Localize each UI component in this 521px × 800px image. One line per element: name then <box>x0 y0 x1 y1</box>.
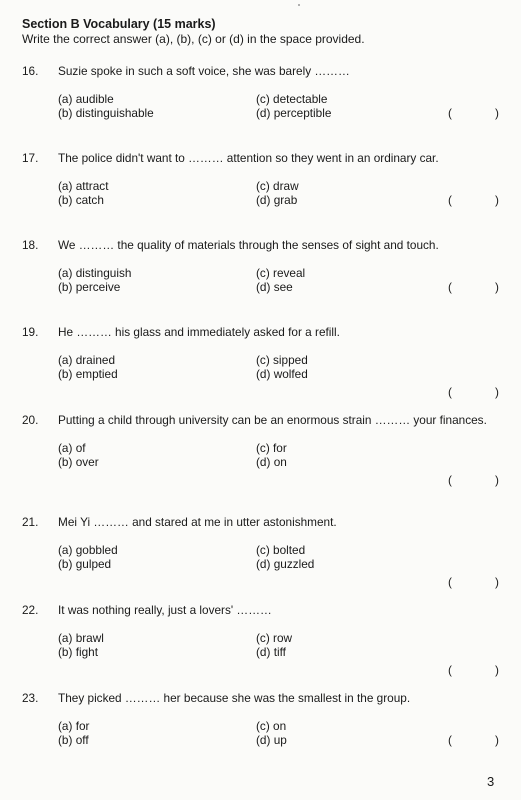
answer-bracket-open: ( <box>448 193 452 207</box>
question-number: 17. <box>22 151 39 165</box>
question-19 <box>22 325 502 399</box>
section-instruction: Write the correct answer (a), (b), (c) or (d) in the space provided. <box>22 32 365 46</box>
option-c: (c) on <box>256 719 287 733</box>
answer-bracket-open: ( <box>448 280 452 294</box>
answer-bracket-open: ( <box>448 473 452 487</box>
option-a: (a) drained <box>58 353 116 367</box>
question-text: The police didn't want to ……… attention so they went in an ordinary car. <box>58 151 439 165</box>
answer-bracket-open: ( <box>448 575 452 589</box>
question-number: 19. <box>22 325 39 339</box>
answer-bracket-open: ( <box>448 385 452 399</box>
question-number: 16. <box>22 64 39 78</box>
option-b: (b) over <box>58 455 99 469</box>
answer-bracket-open: ( <box>448 663 452 677</box>
question-text: He ……… his glass and immediately asked for a refill. <box>58 325 340 339</box>
answer-bracket-close: ) <box>495 193 499 207</box>
option-d: (d) wolfed <box>256 367 308 381</box>
option-d: (d) grab <box>256 193 298 207</box>
option-b: (b) distinguishable <box>58 106 154 120</box>
option-d: (d) see <box>256 280 293 294</box>
option-a: (a) audible <box>58 92 114 106</box>
option-c: (c) row <box>256 631 293 645</box>
option-c: (c) draw <box>256 179 299 193</box>
option-a: (a) for <box>58 719 90 733</box>
question-number: 22. <box>22 603 39 617</box>
question-text: It was nothing really, just a lovers' ……… <box>58 603 272 617</box>
question-text: We ……… the quality of materials through the senses of sight and touch. <box>58 238 439 252</box>
answer-bracket-open: ( <box>448 733 452 747</box>
option-d: (d) guzzled <box>256 557 315 571</box>
answer-bracket-close: ) <box>495 473 499 487</box>
option-d: (d) up <box>256 733 287 747</box>
answer-bracket-close: ) <box>495 663 499 677</box>
option-d: (d) on <box>256 455 287 469</box>
question-number: 18. <box>22 238 39 252</box>
answer-bracket-close: ) <box>495 385 499 399</box>
option-b: (b) emptied <box>58 367 118 381</box>
option-b: (b) gulped <box>58 557 112 571</box>
answer-bracket-close: ) <box>495 106 499 120</box>
question-16 <box>22 64 502 122</box>
question-17 <box>22 151 502 209</box>
option-b: (b) off <box>58 733 89 747</box>
option-c: (c) for <box>256 441 287 455</box>
option-b: (b) catch <box>58 193 104 207</box>
option-b: (b) perceive <box>58 280 121 294</box>
section-header <box>22 17 365 47</box>
option-a: (a) distinguish <box>58 266 132 280</box>
section-title: Section B Vocabulary (15 marks) <box>22 17 216 31</box>
answer-bracket-close: ) <box>495 575 499 589</box>
question-text: Mei Yi ……… and stared at me in utter astonishment. <box>58 515 337 529</box>
question-23 <box>22 691 502 749</box>
answer-bracket-close: ) <box>495 280 499 294</box>
scan-speck <box>298 4 300 6</box>
option-b: (b) fight <box>58 645 98 659</box>
question-18 <box>22 238 502 296</box>
question-number: 21. <box>22 515 39 529</box>
option-c: (c) detectable <box>256 92 328 106</box>
page-number: 3 <box>487 774 495 789</box>
question-20 <box>22 413 502 487</box>
question-text: They picked ……… her because she was the smallest in the group. <box>58 691 411 705</box>
question-text: Putting a child through university can be an enormous strain ……… your finances. <box>58 413 487 427</box>
question-21 <box>22 515 502 589</box>
answer-bracket-close: ) <box>495 733 499 747</box>
answer-bracket-open: ( <box>448 106 452 120</box>
question-number: 20. <box>22 413 39 427</box>
option-a: (a) brawl <box>58 631 104 645</box>
option-c: (c) sipped <box>256 353 308 367</box>
option-c: (c) reveal <box>256 266 306 280</box>
option-d: (d) tiff <box>256 645 286 659</box>
option-a: (a) attract <box>58 179 109 193</box>
question-22 <box>22 603 502 677</box>
option-c: (c) bolted <box>256 543 306 557</box>
question-text: Suzie spoke in such a soft voice, she was barely ……… <box>58 64 350 78</box>
option-a: (a) of <box>58 441 86 455</box>
option-d: (d) perceptible <box>256 106 332 120</box>
question-number: 23. <box>22 691 39 705</box>
option-a: (a) gobbled <box>58 543 118 557</box>
